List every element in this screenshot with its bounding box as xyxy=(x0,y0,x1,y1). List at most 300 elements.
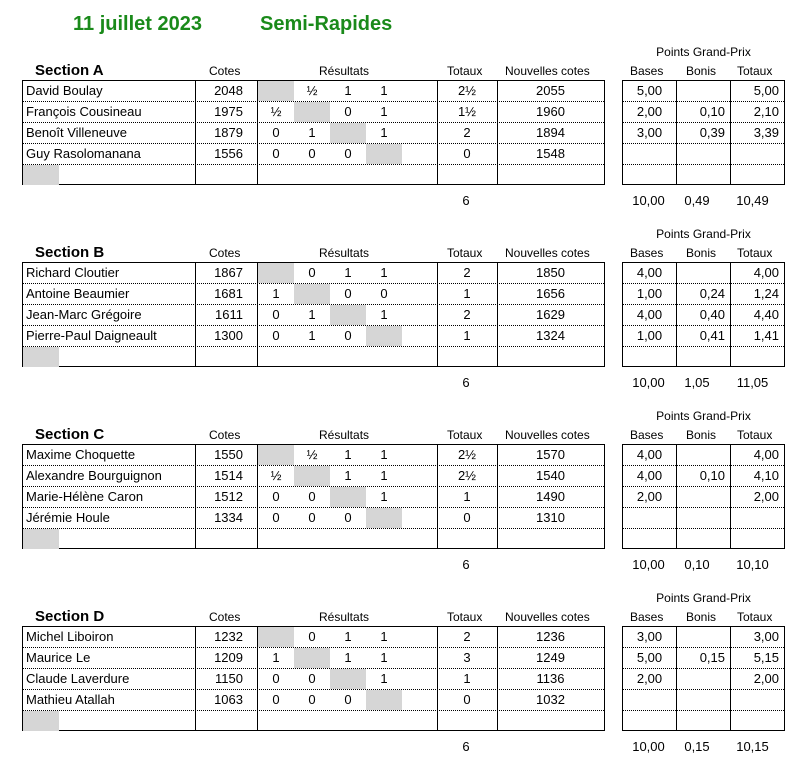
footer-gp-total: 11,05 xyxy=(736,375,769,390)
result-cell: 0 xyxy=(344,510,352,525)
result-cell: 1 xyxy=(380,489,388,504)
result-cell: 0 xyxy=(272,489,280,504)
grand-prix-label: Points Grand-Prix xyxy=(656,45,751,59)
result-cell: 0 xyxy=(308,146,316,161)
player-total: 2½ xyxy=(457,83,477,98)
results-table xyxy=(22,626,605,731)
table-row xyxy=(23,466,604,487)
diagonal-cell xyxy=(23,347,59,367)
result-cell xyxy=(366,690,402,710)
result-cell xyxy=(366,326,402,346)
gp-bonis xyxy=(677,81,725,101)
result-cell: 1 xyxy=(380,83,388,98)
column-divider xyxy=(437,445,438,548)
player-cote: 1063 xyxy=(214,692,243,707)
result-cell xyxy=(330,487,366,507)
footer-bonis: 0,49 xyxy=(684,193,710,208)
player-total: 2½ xyxy=(457,447,477,462)
player-new-cote: 1540 xyxy=(536,468,565,483)
gp-bases: 3,00 xyxy=(636,125,663,140)
grand-prix-label: Points Grand-Prix xyxy=(656,591,751,605)
player-name: Claude Laverdure xyxy=(26,671,130,686)
table-row xyxy=(23,305,604,326)
header-cotes: Cotes xyxy=(209,428,241,442)
section-name: Section D xyxy=(35,608,105,625)
gp-total: 2,00 xyxy=(753,671,779,686)
result-cell xyxy=(366,144,402,164)
table-row xyxy=(23,165,604,186)
result-cell: 1 xyxy=(380,104,388,119)
table-row xyxy=(623,669,784,690)
table-row xyxy=(23,648,604,669)
header-totaux-gp: Totaux xyxy=(737,428,773,442)
header-bases: Bases xyxy=(630,64,664,78)
footer-bonis: 1,05 xyxy=(684,375,710,390)
gp-bases: 5,00 xyxy=(636,83,663,98)
gp-bonis: 0,39 xyxy=(699,125,725,140)
player-name: Marie-Hélène Caron xyxy=(26,489,144,504)
section-block xyxy=(0,227,796,390)
player-cote: 1550 xyxy=(214,447,243,462)
player-cote: 1232 xyxy=(214,629,243,644)
table-row xyxy=(623,263,784,284)
result-cell: 0 xyxy=(272,307,280,322)
table-row xyxy=(623,711,784,732)
gp-bases: 1,00 xyxy=(636,328,663,343)
result-cell: 1 xyxy=(308,125,316,140)
player-total: 2½ xyxy=(457,468,477,483)
result-cell xyxy=(294,648,330,668)
player-cote: 1867 xyxy=(214,265,243,280)
table-row xyxy=(623,305,784,326)
player-total: 2 xyxy=(463,265,471,280)
result-cell: 1 xyxy=(272,286,280,301)
column-divider xyxy=(730,627,731,730)
header-cotes: Cotes xyxy=(209,64,241,78)
header-totaux-gp: Totaux xyxy=(737,246,773,260)
table-row xyxy=(23,144,604,165)
result-cell: 1 xyxy=(380,650,388,665)
gp-bonis: 0,41 xyxy=(699,328,725,343)
player-name: Jean-Marc Grégoire xyxy=(26,307,142,322)
gp-bonis xyxy=(677,144,725,164)
player-total: 2 xyxy=(463,307,471,322)
table-row xyxy=(623,648,784,669)
results-table xyxy=(22,444,605,549)
header-resultats: Résultats xyxy=(319,428,370,442)
header-totaux: Totaux xyxy=(447,428,483,442)
header-resultats: Résultats xyxy=(319,64,370,78)
result-cell: 0 xyxy=(272,692,280,707)
date-title: 11 juillet 2023 xyxy=(73,13,202,35)
player-cote: 1681 xyxy=(214,286,243,301)
gp-bases: 4,00 xyxy=(636,265,663,280)
results-table xyxy=(22,80,605,185)
player-name: Benoît Villeneuve xyxy=(26,125,127,140)
player-new-cote: 1136 xyxy=(536,671,565,686)
result-cell: 0 xyxy=(308,265,316,280)
player-total: 0 xyxy=(463,692,471,707)
table-row xyxy=(623,326,784,347)
footer-bonis: 0,10 xyxy=(684,557,710,572)
gp-bonis xyxy=(677,690,725,710)
result-cell: 0 xyxy=(344,146,352,161)
column-divider xyxy=(497,263,498,366)
gp-bases: 3,00 xyxy=(636,629,663,644)
result-cell: 1 xyxy=(380,447,388,462)
header-totaux: Totaux xyxy=(447,246,483,260)
player-name: Pierre-Paul Daigneault xyxy=(26,328,157,343)
footer-bases: 10,00 xyxy=(632,739,665,754)
result-cell: 0 xyxy=(308,692,316,707)
header-totaux-gp: Totaux xyxy=(737,64,773,78)
table-row xyxy=(623,165,784,186)
gp-total: 1,24 xyxy=(753,286,779,301)
gp-bases: 2,00 xyxy=(636,489,663,504)
result-cell: 1 xyxy=(380,629,388,644)
player-new-cote: 1894 xyxy=(536,125,565,140)
header-totaux: Totaux xyxy=(447,610,483,624)
result-cell: 1 xyxy=(344,83,352,98)
header-bonis: Bonis xyxy=(686,246,717,260)
section-name: Section A xyxy=(35,62,104,79)
section-block xyxy=(0,591,796,754)
gp-bases: 4,00 xyxy=(636,307,663,322)
result-cell xyxy=(258,627,294,647)
diagonal-cell xyxy=(23,711,59,731)
results-table xyxy=(22,262,605,367)
table-row xyxy=(23,326,604,347)
result-cell: 1 xyxy=(344,468,352,483)
gp-total: 4,40 xyxy=(753,307,779,322)
gp-total: 1,41 xyxy=(753,328,779,343)
result-cell: 1 xyxy=(380,671,388,686)
table-row xyxy=(623,284,784,305)
grand-prix-table xyxy=(622,444,785,549)
footer-total: 6 xyxy=(462,739,470,754)
gp-total: 2,00 xyxy=(753,489,779,504)
header-totaux: Totaux xyxy=(447,64,483,78)
header-bases: Bases xyxy=(630,428,664,442)
result-cell: 1 xyxy=(344,650,352,665)
result-cell: 0 xyxy=(272,125,280,140)
section-name: Section B xyxy=(35,244,105,261)
result-cell xyxy=(294,466,330,486)
player-cote: 1879 xyxy=(214,125,243,140)
result-cell: ½ xyxy=(306,447,318,462)
gp-bonis: 0,40 xyxy=(699,307,725,322)
result-cell: 1 xyxy=(272,650,280,665)
footer-bases: 10,00 xyxy=(632,557,665,572)
table-row xyxy=(623,347,784,368)
player-new-cote: 1324 xyxy=(536,328,565,343)
section-block xyxy=(0,45,796,208)
table-row xyxy=(623,466,784,487)
player-new-cote: 1548 xyxy=(536,146,565,161)
grand-prix-table xyxy=(622,262,785,367)
table-row xyxy=(23,711,604,732)
header-resultats: Résultats xyxy=(319,246,370,260)
table-row xyxy=(23,627,604,648)
result-cell xyxy=(294,284,330,304)
column-divider xyxy=(676,445,677,548)
player-total: 1 xyxy=(463,328,471,343)
table-row xyxy=(623,529,784,550)
player-cote: 1300 xyxy=(214,328,243,343)
column-divider xyxy=(730,445,731,548)
table-row xyxy=(623,102,784,123)
gp-bonis xyxy=(677,487,725,507)
gp-total: 2,10 xyxy=(753,104,779,119)
player-total: 0 xyxy=(463,146,471,161)
column-divider xyxy=(497,81,498,184)
column-divider xyxy=(257,627,258,730)
player-total: 0 xyxy=(463,510,471,525)
grand-prix-label: Points Grand-Prix xyxy=(656,227,751,241)
result-cell xyxy=(330,123,366,143)
player-total: 1 xyxy=(463,286,471,301)
column-divider xyxy=(497,627,498,730)
player-new-cote: 2055 xyxy=(536,83,565,98)
player-total: 1 xyxy=(463,671,471,686)
player-name: David Boulay xyxy=(26,83,103,98)
footer-bonis: 0,15 xyxy=(684,739,710,754)
player-new-cote: 1032 xyxy=(536,692,565,707)
result-cell: 0 xyxy=(308,489,316,504)
header-bonis: Bonis xyxy=(686,64,717,78)
gp-bonis xyxy=(677,445,725,465)
result-cell: 0 xyxy=(272,510,280,525)
table-row xyxy=(623,144,784,165)
player-cote: 2048 xyxy=(214,83,243,98)
result-cell xyxy=(330,305,366,325)
table-row xyxy=(23,102,604,123)
result-cell: 1 xyxy=(344,265,352,280)
player-cote: 1556 xyxy=(214,146,243,161)
gp-bases xyxy=(623,144,676,164)
gp-total: 3,39 xyxy=(753,125,779,140)
player-cote: 1150 xyxy=(215,671,243,686)
result-cell xyxy=(294,102,330,122)
gp-bonis xyxy=(677,669,725,689)
header-bases: Bases xyxy=(630,610,664,624)
section-block xyxy=(0,409,796,572)
diagonal-cell xyxy=(23,529,59,549)
column-divider xyxy=(195,81,196,184)
header-nouvelles-cotes: Nouvelles cotes xyxy=(505,428,590,442)
header-cotes: Cotes xyxy=(209,246,241,260)
gp-total xyxy=(731,690,779,710)
gp-bases xyxy=(623,508,676,528)
footer-bases: 10,00 xyxy=(632,375,665,390)
player-new-cote: 1249 xyxy=(536,650,565,665)
player-cote: 1514 xyxy=(214,468,243,483)
result-cell: 0 xyxy=(272,328,280,343)
table-row xyxy=(623,690,784,711)
header-nouvelles-cotes: Nouvelles cotes xyxy=(505,64,590,78)
table-row xyxy=(23,529,604,550)
gp-bonis: 0,24 xyxy=(699,286,725,301)
result-cell: 0 xyxy=(344,692,352,707)
column-divider xyxy=(257,263,258,366)
footer-total: 6 xyxy=(462,557,470,572)
column-divider xyxy=(195,627,196,730)
gp-total: 5,00 xyxy=(753,83,779,98)
result-cell xyxy=(258,81,294,101)
player-new-cote: 1629 xyxy=(536,307,565,322)
player-total: 1 xyxy=(463,489,471,504)
header-nouvelles-cotes: Nouvelles cotes xyxy=(505,246,590,260)
player-cote: 1512 xyxy=(214,489,243,504)
gp-bonis xyxy=(677,263,725,283)
player-name: Alexandre Bourguignon xyxy=(26,468,162,483)
result-cell xyxy=(366,508,402,528)
header-totaux-gp: Totaux xyxy=(737,610,773,624)
column-divider xyxy=(257,81,258,184)
footer-gp-total: 10,10 xyxy=(736,557,769,572)
header-resultats: Résultats xyxy=(319,610,370,624)
table-row xyxy=(623,81,784,102)
player-cote: 1975 xyxy=(214,104,243,119)
column-divider xyxy=(195,445,196,548)
result-cell: ½ xyxy=(306,83,318,98)
result-cell: 1 xyxy=(380,468,388,483)
column-divider xyxy=(730,263,731,366)
grand-prix-table xyxy=(622,626,785,731)
gp-total: 3,00 xyxy=(753,629,779,644)
table-row xyxy=(623,487,784,508)
player-new-cote: 1850 xyxy=(536,265,565,280)
player-total: 1½ xyxy=(457,104,477,119)
table-row xyxy=(23,669,604,690)
column-divider xyxy=(676,263,677,366)
table-row xyxy=(23,123,604,144)
column-divider xyxy=(730,81,731,184)
player-total: 2 xyxy=(463,125,471,140)
gp-total xyxy=(731,508,779,528)
column-divider xyxy=(257,445,258,548)
player-name: Guy Rasolomanana xyxy=(26,146,141,161)
gp-bonis: 0,15 xyxy=(699,650,725,665)
column-divider xyxy=(437,627,438,730)
footer-total: 6 xyxy=(462,193,470,208)
gp-bases: 4,00 xyxy=(636,447,663,462)
gp-bases: 2,00 xyxy=(636,104,663,119)
table-row xyxy=(23,347,604,368)
grand-prix-table xyxy=(622,80,785,185)
player-new-cote: 1490 xyxy=(536,489,565,504)
result-cell xyxy=(258,445,294,465)
column-divider xyxy=(676,81,677,184)
result-cell: 0 xyxy=(344,104,352,119)
player-name: François Cousineau xyxy=(26,104,142,119)
table-row xyxy=(23,690,604,711)
header-cotes: Cotes xyxy=(209,610,241,624)
gp-bases: 4,00 xyxy=(636,468,663,483)
player-cote: 1209 xyxy=(214,650,243,665)
gp-total: 5,15 xyxy=(753,650,779,665)
player-new-cote: 1960 xyxy=(536,104,565,119)
table-row xyxy=(623,123,784,144)
column-divider xyxy=(497,445,498,548)
gp-total xyxy=(731,144,779,164)
player-name: Antoine Beaumier xyxy=(26,286,130,301)
diagonal-cell xyxy=(23,165,59,185)
player-total: 3 xyxy=(463,650,471,665)
result-cell: 1 xyxy=(308,307,316,322)
result-cell: ½ xyxy=(270,104,282,119)
result-cell: 0 xyxy=(380,286,388,301)
table-row xyxy=(23,487,604,508)
header-bases: Bases xyxy=(630,246,664,260)
gp-total: 4,10 xyxy=(753,468,779,483)
header-bonis: Bonis xyxy=(686,428,717,442)
table-row xyxy=(23,263,604,284)
result-cell xyxy=(330,669,366,689)
table-row xyxy=(23,445,604,466)
player-name: Mathieu Atallah xyxy=(26,692,115,707)
result-cell: 1 xyxy=(380,125,388,140)
column-divider xyxy=(437,81,438,184)
table-row xyxy=(23,284,604,305)
result-cell: 0 xyxy=(308,510,316,525)
result-cell: 0 xyxy=(308,629,316,644)
gp-bases: 2,00 xyxy=(636,671,663,686)
grand-prix-label: Points Grand-Prix xyxy=(656,409,751,423)
player-name: Maurice Le xyxy=(26,650,91,665)
footer-gp-total: 10,49 xyxy=(736,193,769,208)
player-new-cote: 1236 xyxy=(536,629,565,644)
gp-bases xyxy=(623,690,676,710)
result-cell: 1 xyxy=(380,307,388,322)
result-cell: 0 xyxy=(308,671,316,686)
result-cell: 1 xyxy=(344,447,352,462)
footer-total: 6 xyxy=(462,375,470,390)
player-name: Maxime Choquette xyxy=(26,447,136,462)
gp-total: 4,00 xyxy=(753,265,779,280)
gp-bonis xyxy=(677,627,725,647)
gp-bases: 1,00 xyxy=(636,286,663,301)
table-row xyxy=(623,508,784,529)
event-title: Semi-Rapides xyxy=(260,13,393,35)
result-cell: 0 xyxy=(344,328,352,343)
gp-total: 4,00 xyxy=(753,447,779,462)
result-cell: ½ xyxy=(270,468,282,483)
result-cell: 1 xyxy=(380,265,388,280)
player-cote: 1611 xyxy=(215,307,243,322)
player-name: Michel Liboiron xyxy=(26,629,114,644)
section-name: Section C xyxy=(35,426,105,443)
footer-gp-total: 10,15 xyxy=(736,739,769,754)
result-cell xyxy=(258,263,294,283)
header-bonis: Bonis xyxy=(686,610,717,624)
table-row xyxy=(23,508,604,529)
gp-bases: 5,00 xyxy=(636,650,663,665)
result-cell: 1 xyxy=(344,629,352,644)
footer-bases: 10,00 xyxy=(632,193,665,208)
gp-bonis: 0,10 xyxy=(699,104,725,119)
player-new-cote: 1656 xyxy=(536,286,565,301)
result-cell: 0 xyxy=(272,671,280,686)
table-row xyxy=(23,81,604,102)
gp-bonis: 0,10 xyxy=(699,468,725,483)
gp-bonis xyxy=(677,508,725,528)
result-cell: 0 xyxy=(344,286,352,301)
result-cell: 1 xyxy=(308,328,316,343)
column-divider xyxy=(437,263,438,366)
table-row xyxy=(623,445,784,466)
player-new-cote: 1310 xyxy=(536,510,565,525)
